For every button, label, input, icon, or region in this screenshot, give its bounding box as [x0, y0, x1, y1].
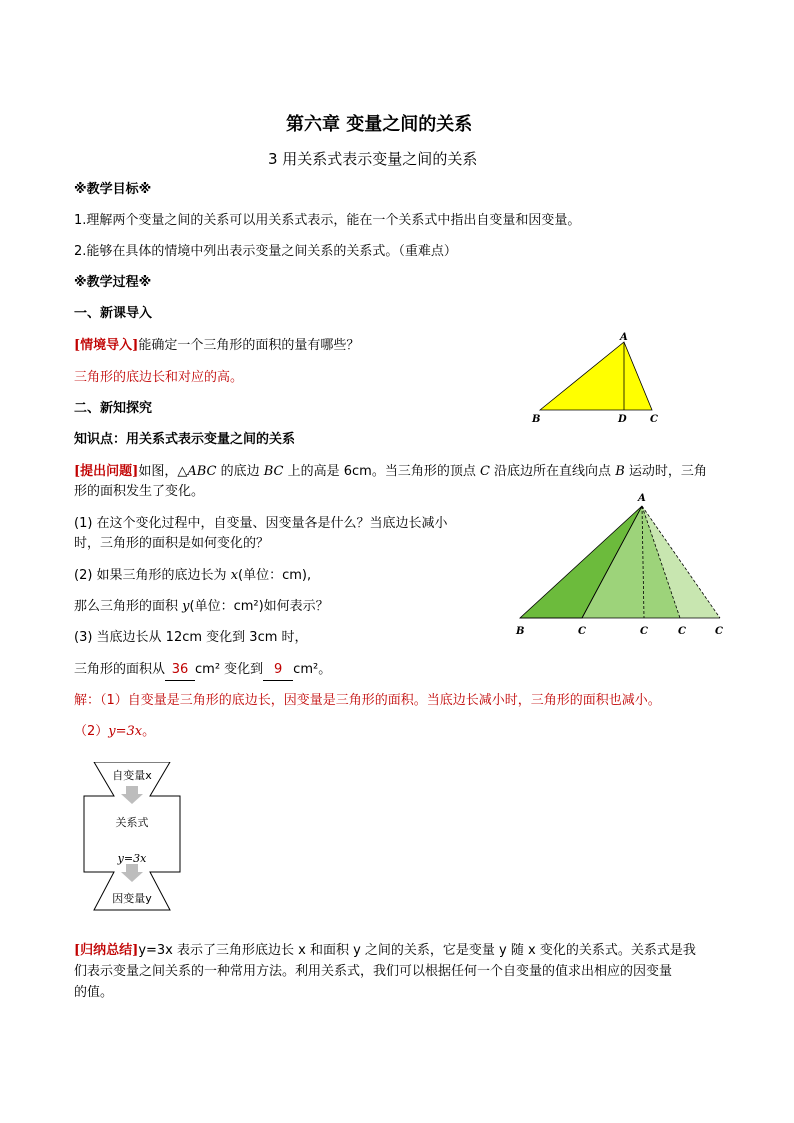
- summary-line-3: 的值。: [74, 985, 114, 1000]
- machine-body: [84, 762, 180, 910]
- vertex-label-d: D: [618, 414, 627, 425]
- question-3-line-2: [74, 660, 331, 681]
- intro-question-text: 能确定一个三角形的面积的量有哪些？: [138, 338, 360, 353]
- q2-text-d: 那么三角形的面积: [74, 599, 183, 614]
- sol2-formula: y=3x: [108, 724, 143, 739]
- fig2-label-c3: C: [678, 626, 686, 637]
- page-title: 第六章 变量之间的关系: [286, 114, 473, 135]
- fig2-label-c1: C: [578, 626, 586, 637]
- intro-question: [74, 336, 359, 356]
- goal-1: 1.理解两个变量之间的关系可以用关系式表示，能在一个关系式中指出自变量和因变量。: [74, 213, 581, 228]
- q2-text-c: (单位：cm),: [238, 568, 312, 583]
- intro-answer: 三角形的底边长和对应的高。: [74, 370, 244, 385]
- problem-text-a: 如图，: [138, 464, 178, 479]
- solution-2: [74, 722, 155, 742]
- fig2-label-a: A: [638, 493, 646, 504]
- goals-heading: ※教学目标※: [74, 182, 152, 197]
- problem-text-abc: △ABC: [177, 464, 217, 479]
- section-1-heading: 一、新课导入: [74, 306, 153, 321]
- q2-var-y: y: [182, 599, 190, 614]
- knowledge-point: 知识点：用关系式表示变量之间的关系: [74, 432, 296, 447]
- question-2-line-2: [74, 597, 329, 617]
- section-2-heading: 二、新知探究: [74, 401, 153, 416]
- q3-answer-blank-1: 36: [165, 660, 195, 681]
- q2-text-a: (2) 如果三角形的底边长为: [74, 568, 231, 583]
- problem-text-c-point: C: [479, 464, 490, 479]
- solution-1: 解：（1）自变量是三角形的底边长，因变量是三角形的面积。当底边长减小时，三角形的面积也减小。: [74, 693, 661, 708]
- page-subtitle: 3 用关系式表示变量之间的关系: [268, 150, 478, 168]
- q2-text-e: (单位：cm²)如何表示？: [189, 599, 329, 614]
- q3-text-a: 三角形的面积从: [74, 662, 166, 677]
- q3-text-b: cm² 变化到: [195, 662, 264, 677]
- problem-text-c: 的底边: [216, 464, 264, 479]
- fig2-label-b: B: [516, 626, 525, 637]
- function-machine-diagram: [80, 762, 184, 912]
- question-1-line-2: 时，三角形的面积是如何变化的？: [74, 536, 270, 551]
- summary-line-2: 们表示变量之间关系的一种常用方法。利用关系式，我们可以根据任何一个自变量的值求出相应的因变量: [74, 964, 673, 979]
- fig2-label-c2: C: [640, 626, 648, 637]
- question-3-line-1: (3) 当底边长从 12cm 变化到 3cm 时，: [74, 630, 308, 645]
- process-heading: ※教学过程※: [74, 275, 152, 290]
- summary-tag: [归纳总结]: [74, 943, 139, 958]
- vertex-label-c: C: [650, 414, 658, 425]
- vertex-label-a: A: [620, 332, 628, 343]
- triangle-figure-2: [512, 488, 732, 640]
- question-2-line-1: [74, 566, 311, 586]
- sol2-text-c: 。: [142, 724, 156, 739]
- problem-text-i: 运动时，三角: [624, 464, 707, 479]
- problem-line-2: 形的面积发生了变化。: [74, 484, 205, 499]
- yellow-triangle: [540, 342, 652, 410]
- vertex-label-b: B: [532, 414, 541, 425]
- problem-text-b-point: B: [615, 464, 625, 479]
- sol2-text-a: （2）: [74, 724, 109, 739]
- flow-output-label: 因变量y: [112, 892, 152, 905]
- question-1-line-1: (1) 在这个变化过程中，自变量、因变量各是什么？当底边长减小: [74, 516, 448, 531]
- flow-formula: y=3x: [117, 852, 147, 865]
- problem-text-g: 沿底边所在直线向点: [489, 464, 616, 479]
- flow-box-label: 关系式: [115, 816, 149, 829]
- intro-tag: [情境导入]: [74, 338, 139, 353]
- flow-input-label: 自变量x: [112, 769, 152, 782]
- q3-text-c: cm²。: [293, 662, 332, 677]
- goal-2: 2.能够在具体的情境中列出表示变量之间关系的关系式。（重难点）: [74, 244, 457, 259]
- problem-tag: [提出问题]: [74, 464, 139, 479]
- triangle-figure-1: [528, 330, 668, 426]
- problem-line-1: [74, 462, 707, 482]
- fig2-label-c4: C: [715, 626, 723, 637]
- summary-text-1: y=3x 表示了三角形底边长 x 和面积 y 之间的关系，它是变量 y 随 x 变化的关系式。关系式是我: [138, 943, 696, 958]
- q3-answer-blank-2: 9: [263, 660, 293, 681]
- problem-text-bc: BC: [263, 464, 284, 479]
- summary-line-1: [74, 941, 696, 961]
- problem-text-e: 上的高是 6cm。当三角形的顶点: [283, 464, 480, 479]
- q2-var-x: x: [230, 568, 239, 583]
